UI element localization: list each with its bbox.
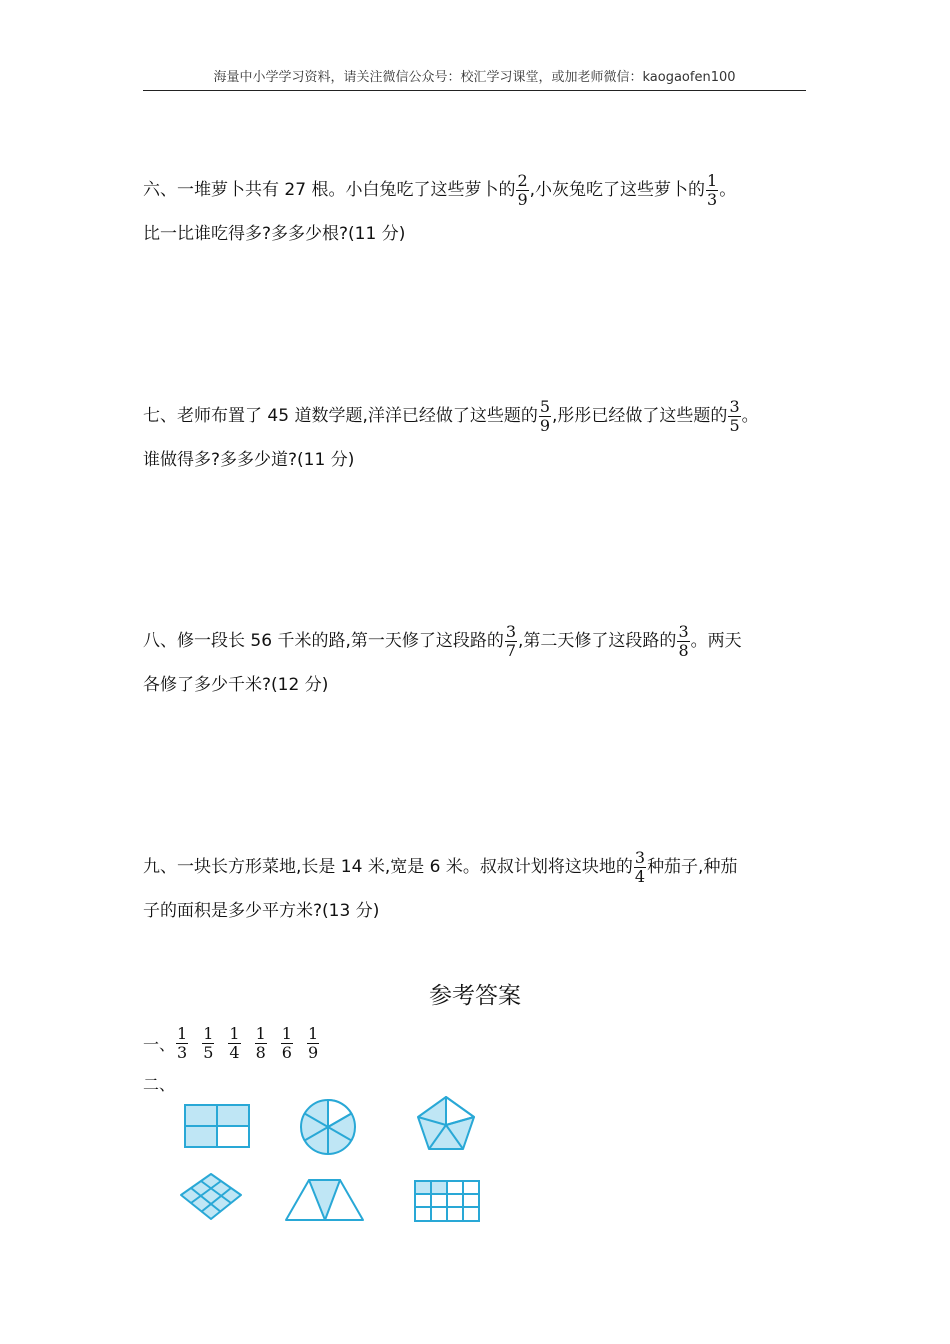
question-6-text-a: 六、一堆萝卜共有 27 根。小白兔吃了这些萝卜的 <box>143 180 516 200</box>
question-8-text-b: ,第二天修了这段路的 <box>518 631 677 651</box>
question-8-text-a: 八、修一段长 56 千米的路,第一天修了这段路的 <box>143 631 504 651</box>
question-9-fraction-1: $\frac{3}{4}$ <box>634 847 646 886</box>
question-6-line-2: 比一比谁吃得多?多多少根?(11 分) <box>143 224 406 244</box>
question-7-fraction-2: $\frac{3}{5}$ <box>729 396 740 435</box>
question-7-text-b: ,彤彤已经做了这些题的 <box>552 406 728 426</box>
answer-1-fraction: $\frac{1}{9}$ <box>307 1024 319 1062</box>
question-9-line-2: 子的面积是多少平方米?(13 分) <box>143 901 380 921</box>
question-7-line-2: 谁做得多?多多少道?(11 分) <box>143 450 355 470</box>
page-header: 海量中小学学习资料，请关注微信公众号：校汇学习课堂，或加老师微信：kaogaofen100 <box>143 66 806 91</box>
answer-1-label: 一、 <box>143 1035 176 1054</box>
shaded-trapezoid-figure <box>286 1180 363 1220</box>
answer-2-label: 二、 <box>143 1075 176 1094</box>
question-6-text-b: ,小灰兔吃了这些萝卜的 <box>529 180 706 200</box>
question-7-text-a: 七、老师布置了 45 道数学题,洋洋已经做了这些题的 <box>143 406 538 426</box>
question-8-fraction-1: $\frac{3}{7}$ <box>505 621 517 660</box>
answer-1-fraction: $\frac{1}{4}$ <box>229 1024 240 1062</box>
question-6-fraction-1: $\frac{2}{9}$ <box>517 170 528 209</box>
question-8-line-2: 各修了多少千米?(12 分) <box>143 675 329 695</box>
question-6-fraction-2: $\frac{1}{3}$ <box>707 170 718 209</box>
question-6-text-c: 。 <box>719 180 737 200</box>
question-9-text-a: 九、一块长方形菜地,长是 14 米,宽是 6 米。叔叔计划将这块地的 <box>143 857 633 877</box>
answer-1-fraction: $\frac{1}{5}$ <box>203 1024 214 1062</box>
question-9-text-b: 种茄子,种茄 <box>647 857 738 877</box>
shaded-grid-figure <box>415 1181 479 1221</box>
question-8-fraction-2: $\frac{3}{8}$ <box>678 621 689 660</box>
question-7-fraction-1: $\frac{5}{9}$ <box>539 396 551 435</box>
question-7-text-c: 。 <box>741 406 759 426</box>
answer-1-fraction: $\frac{1}{8}$ <box>255 1024 266 1062</box>
answer-1-fraction: $\frac{1}{3}$ <box>177 1024 188 1062</box>
shaded-pentagon-figure <box>418 1097 474 1149</box>
shaded-circle-figure <box>301 1100 355 1154</box>
answer-1-fraction: $\frac{1}{6}$ <box>281 1024 292 1062</box>
answers-title: 参考答案 <box>429 983 521 1009</box>
question-8-text-c: 。两天 <box>690 631 742 651</box>
shaded-rectangle-figure <box>185 1105 249 1147</box>
shaded-rhombus-figure <box>181 1174 241 1219</box>
